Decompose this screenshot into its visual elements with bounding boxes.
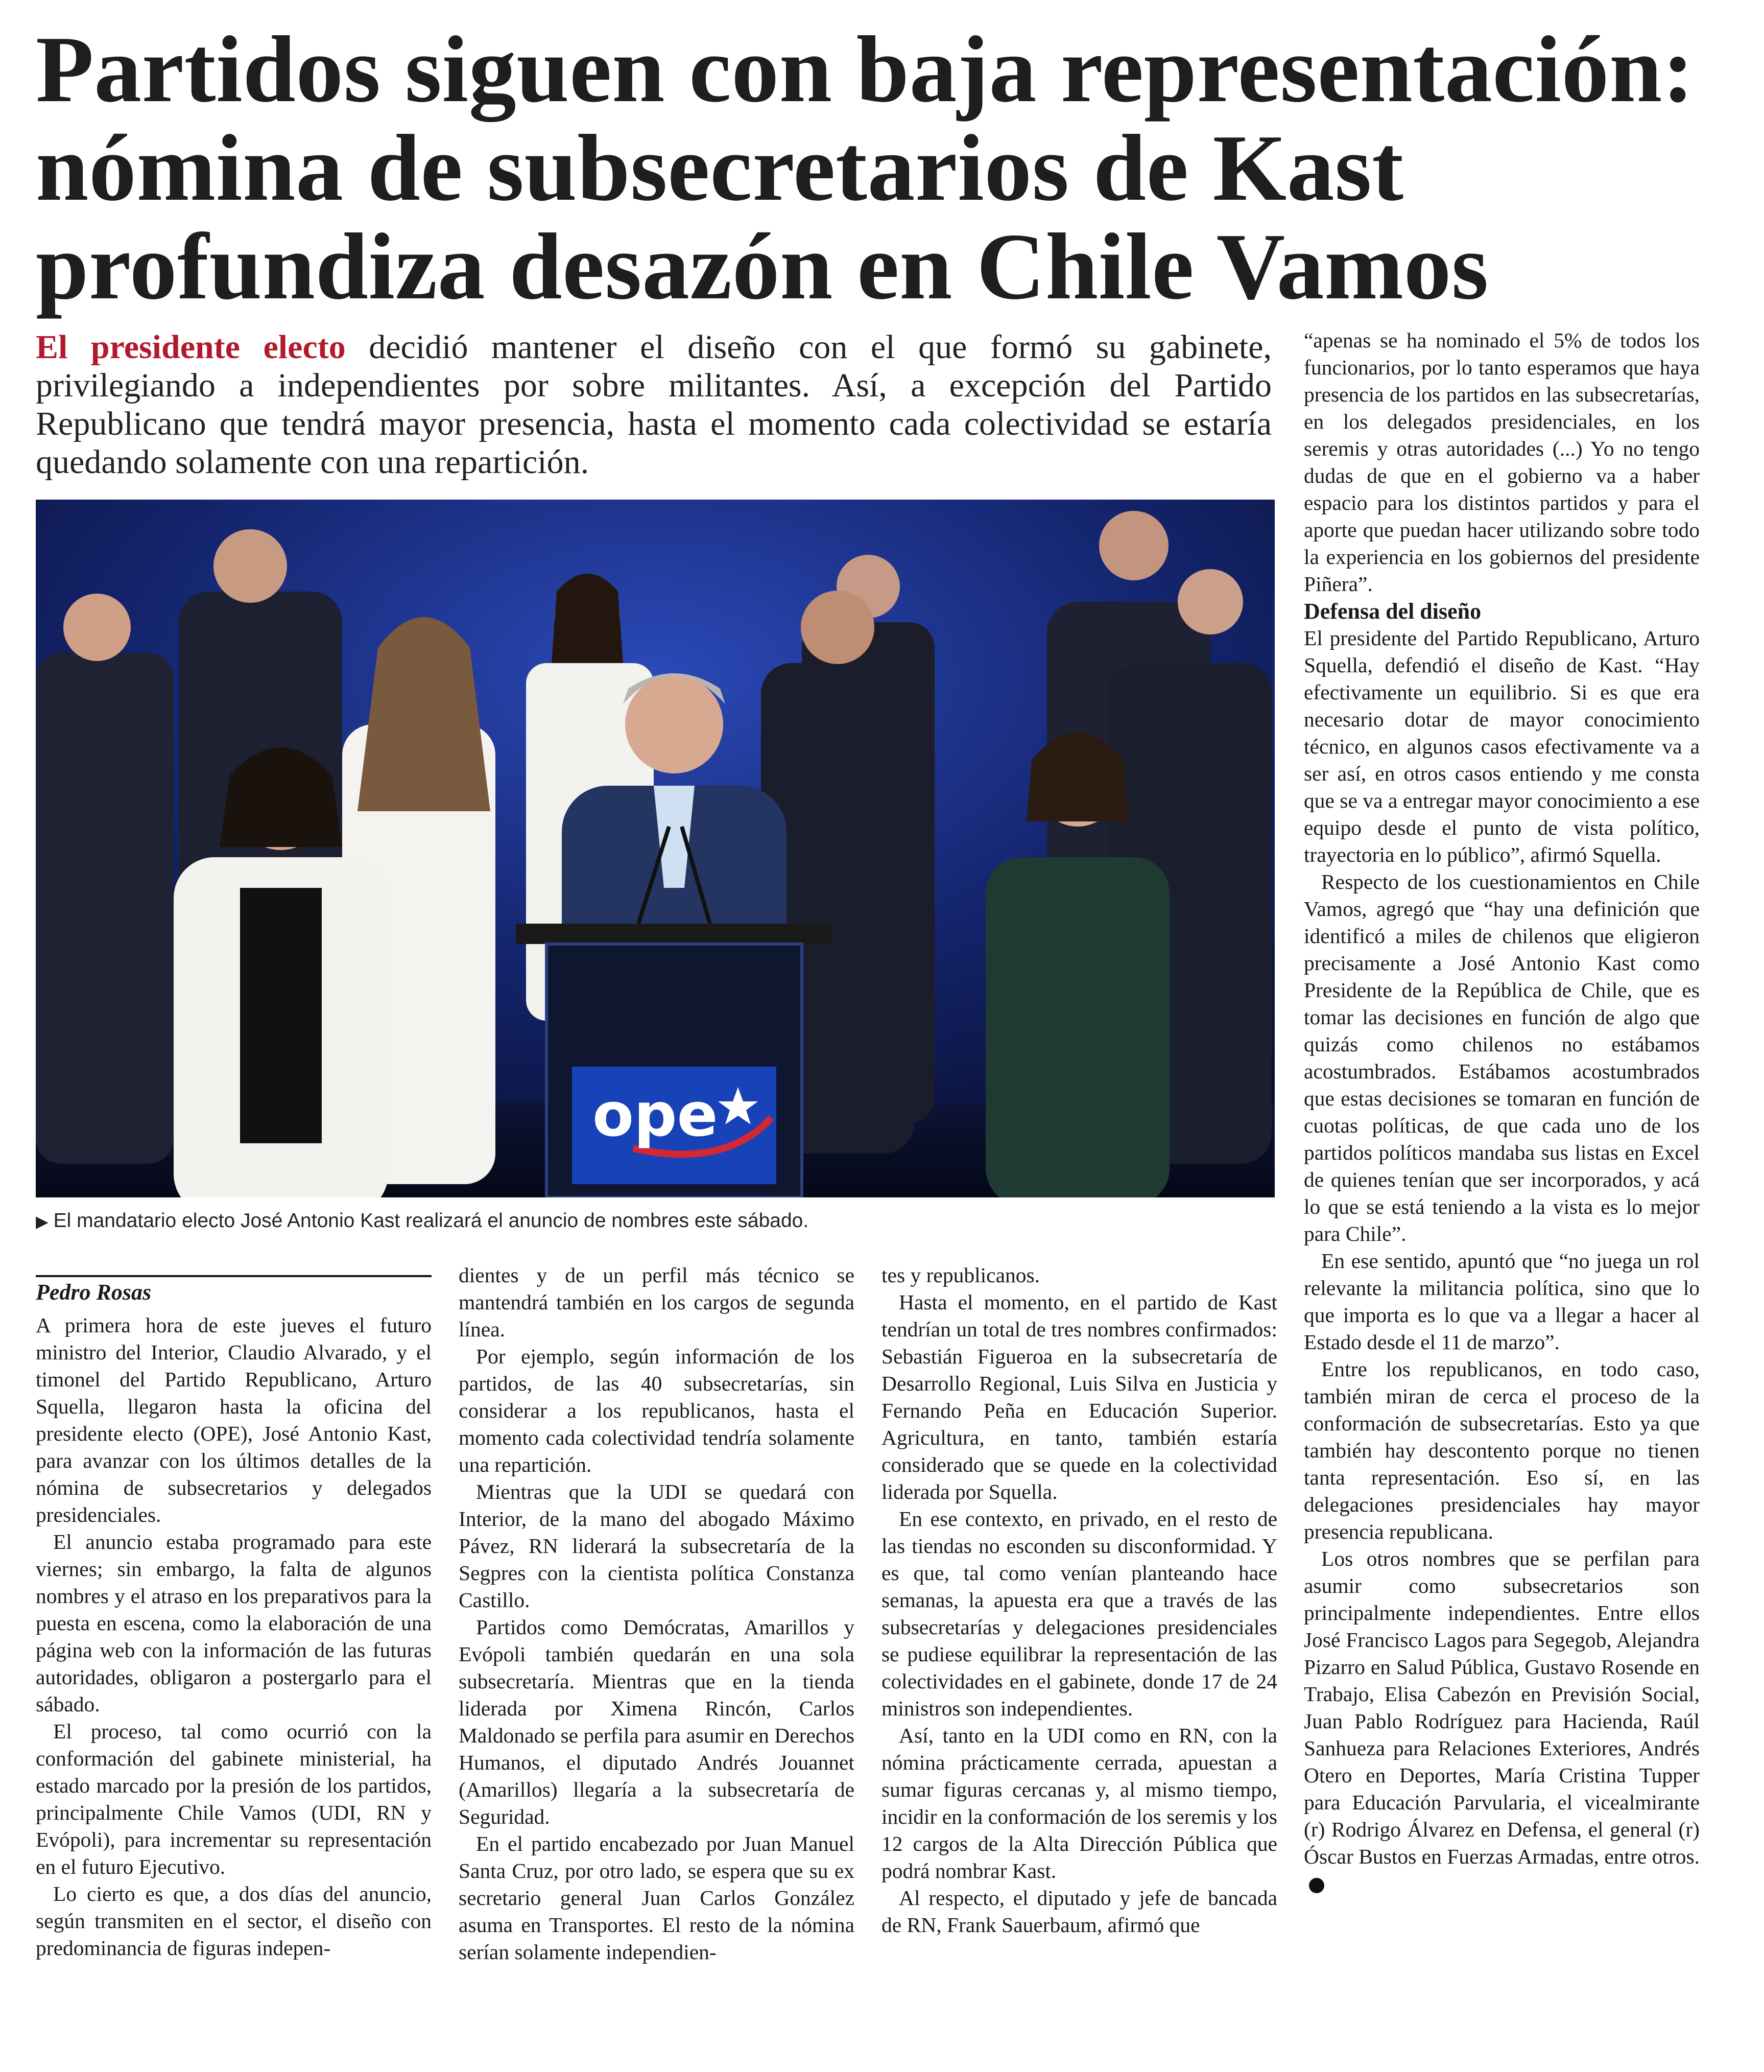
paragraph [1304, 1545, 1700, 1897]
press-conference-illustration [36, 500, 1275, 1197]
news-photo [36, 500, 1275, 1197]
paragraph: Entre los republicanos, en todo caso, también miran de cerca el proceso de la conformación de subsecretarías. Esto ya que también hay descontento porque no tienen tanta representación. Eso sí, en las delegaciones presidenciales hay mayor presencia republicana. [1304, 1357, 1700, 1543]
headline-line-3: profundiza desazón en Chile Vamos [36, 214, 1489, 319]
paragraph: El anuncio estaba programado para este viernes; sin embargo, la falta de algunos nombres y el atraso en los preparativos para la puesta en escena, como la elaboración de una página web con la información de las futuras autoridades, obligaron a postergarlo para el sábado. [36, 1530, 432, 1716]
paragraph: El presidente del Partido Republicano, Arturo Squella, defendió el diseño de Kast. “Hay efectivamente un equilibrio. Si es que era necesario dotar de mayor conocimiento técnico, en algunos casos efectivamente va a ser así, en otros casos entiendo y me consta que se va a entregar mayor conocimiento a ese equipo desde el punto de vista político, trayectoria en lo público”, afirmó Squella. [1304, 626, 1700, 866]
paragraph: En el partido encabezado por Juan Manuel Santa Cruz, por otro lado, se espera que su ex secretario general Juan Carlos González asuma en Transportes. El resto de la nómina serían solamente independien- [459, 1832, 854, 1964]
paragraph: Partidos como Demócratas, Amarillos y Evópoli también quedarán en una sola subsecretaría. Mientras que en la tienda liderada por Ximena Rincón, Carlos Maldonado se perfila para asumir en Derechos Humanos, el diputado Andrés Jouannet (Amarillos) llegaría a la subsecretaría de Seguridad. [459, 1615, 854, 1828]
lead-text: decidió mantener el diseño con el que formó su gabinete, privilegiando a independientes por sobre militantes. Así, a excepción del Partido Republicano que tendrá mayor presencia, hasta el momento cada colectividad se estaría quedando solamente con una repartición. [36, 328, 1272, 481]
photo-caption [36, 1209, 1275, 1234]
paragraph: tes y republicanos. [881, 1263, 1040, 1287]
caption-text: El mandatario electo José Antonio Kast realizará el anuncio de nombres este sábado. [53, 1210, 809, 1232]
headline-line-1: Partidos siguen con baja representación: [36, 17, 1695, 122]
paragraph: Hasta el momento, en el partido de Kast tendrían un total de tres nombres confirmados: Sebastián Figueroa en la subsecretaría de Desarrollo Regional, Luis Silva en Justicia y Fernando Peña en Educación Superior. Agricultura, en tanto, también estaría considerado que se quede en la colectividad liderada por Squella. [881, 1290, 1277, 1503]
podium-logo-text: ope [592, 1079, 718, 1150]
article-column-4 [1304, 327, 1700, 1897]
paragraph: Mientras que la UDI se quedará con Interior, de la mano del abogado Máximo Pávez, RN liderará la subsecretaría de la Segpres con la cientista política Constanza Castillo. [459, 1480, 854, 1612]
article-column-3 [881, 1262, 1277, 1939]
lead-paragraph [36, 328, 1272, 481]
paragraph: En ese contexto, en privado, en el resto de las tiendas no esconden su disconformidad. Y es que, tal como venían planteando hace semanas, la apuesta era que a través de las subsecretarías y delegaciones presidenciales se pudiese equilibrar la representación de las colectividades en el gabinete, donde 17 de 24 ministros son independientes. [881, 1507, 1277, 1720]
article-column-2 [459, 1262, 854, 1966]
paragraph: En ese sentido, apuntó que “no juega un rol relevante la militancia política, sino que lo que importa es lo que va a llegar a hacer al Estado desde el 11 de marzo”. [1304, 1249, 1700, 1354]
article-column-1 [36, 1312, 432, 1962]
paragraph: El proceso, tal como ocurrió con la conformación del gabinete ministerial, ha estado marcado por la presión de los partidos, principalmente Chile Vamos (UDI, RN y Evópoli), para incrementar su representación en el futuro Ejecutivo. [36, 1720, 432, 1878]
paragraph: Por ejemplo, según información de los partidos, de las 40 subsecretarías, sin considerar a los republicanos, hasta el momento cada colectividad tendría solamente una repartición. [459, 1345, 854, 1476]
headline [36, 17, 1711, 319]
quote-paragraph: “apenas se ha nominado el 5% de todos los funcionarios, por lo tanto esperamos que haya presencia de los partidos en las subsecretarías, en los delegados presidenciales, en los seremis y otras autoridades (...) Yo no tengo dudas de que en el gobierno va a haber espacio para los distintos partidos y para el aporte que puedan hacer utilizando sobre todo la experiencia en los gobiernos del presidente Piñera”. [1304, 328, 1700, 596]
paragraph: A primera hora de este jueves el futuro ministro del Interior, Claudio Alvarado, y el timonel del Partido Republicano, Arturo Squella, llegaron hasta la oficina del presidente electo (OPE), José Antonio Kast, para avanzar con los últimos detalles de la nómina de subsecretarios y delegados presidenciales. [36, 1313, 432, 1526]
paragraph: dientes y de un perfil más técnico se mantendrá también en los cargos de segunda línea. [459, 1263, 854, 1341]
end-mark-icon [1309, 1878, 1324, 1893]
lead-highlight: El presidente electo [36, 328, 346, 366]
paragraph: Lo cierto es que, a dos días del anuncio, según transmiten en el sector, el diseño con predominancia de figuras indepen- [36, 1882, 432, 1960]
paragraph: Al respecto, el diputado y jefe de bancada de RN, Frank Sauerbaum, afirmó que [881, 1886, 1277, 1937]
byline: Pedro Rosas [36, 1275, 432, 1305]
paragraph: Así, tanto en la UDI como en RN, con la nómina prácticamente cerrada, apuestan a sumar figuras cercanas y, al mismo tiempo, incidir en la conformación de los seremis y los 12 cargos de la Alta Dirección Pública que podrá nombrar Kast. [881, 1724, 1277, 1882]
caption-arrow-icon: ▶ [36, 1212, 49, 1231]
paragraph: Respecto de los cuestionamientos en Chile Vamos, agregó que “hay una definición que identificó a miles de chilenos que eligieron precisamente a José Antonio Kast como Presidente de la República de Chile, que es tomar las decisiones en función de algo que quizás como chilenos no estábamos acostumbrados. Estábamos acostumbrados que estas decisiones se tomaran en función de cuotas políticas, de que cada uno de los partidos políticos mandaba sus listas en Excel de quienes tenían que ser incorporados, y acá lo que se está teniendo a la vista es lo mejor para Chile”. [1304, 870, 1700, 1245]
headline-line-2: nómina de subsecretarios de Kast [36, 115, 1404, 221]
paragraph-text: Los otros nombres que se perfilan para asumir como subsecretarios son principalmente independientes. Entre ellos José Francisco Lagos para Segegob, Alejandra Pizarro en Salud Pública, Gustavo Rosende en Trabajo, Elisa Cabezón en Previsión Social, Juan Pablo Rodríguez para Hacienda, Raúl Sanhueza para Relaciones Exteriores, Andrés Otero en Deportes, María Cristina Tupper para Educación Parvularia, el vicealmirante (r) Rodrigo Álvarez en Defensa, el general (r) Óscar Bustos en Fuerzas Armadas, entre otros. [1304, 1547, 1700, 1868]
podium [516, 924, 832, 1197]
section-subhead: Defensa del diseño [1304, 599, 1482, 624]
